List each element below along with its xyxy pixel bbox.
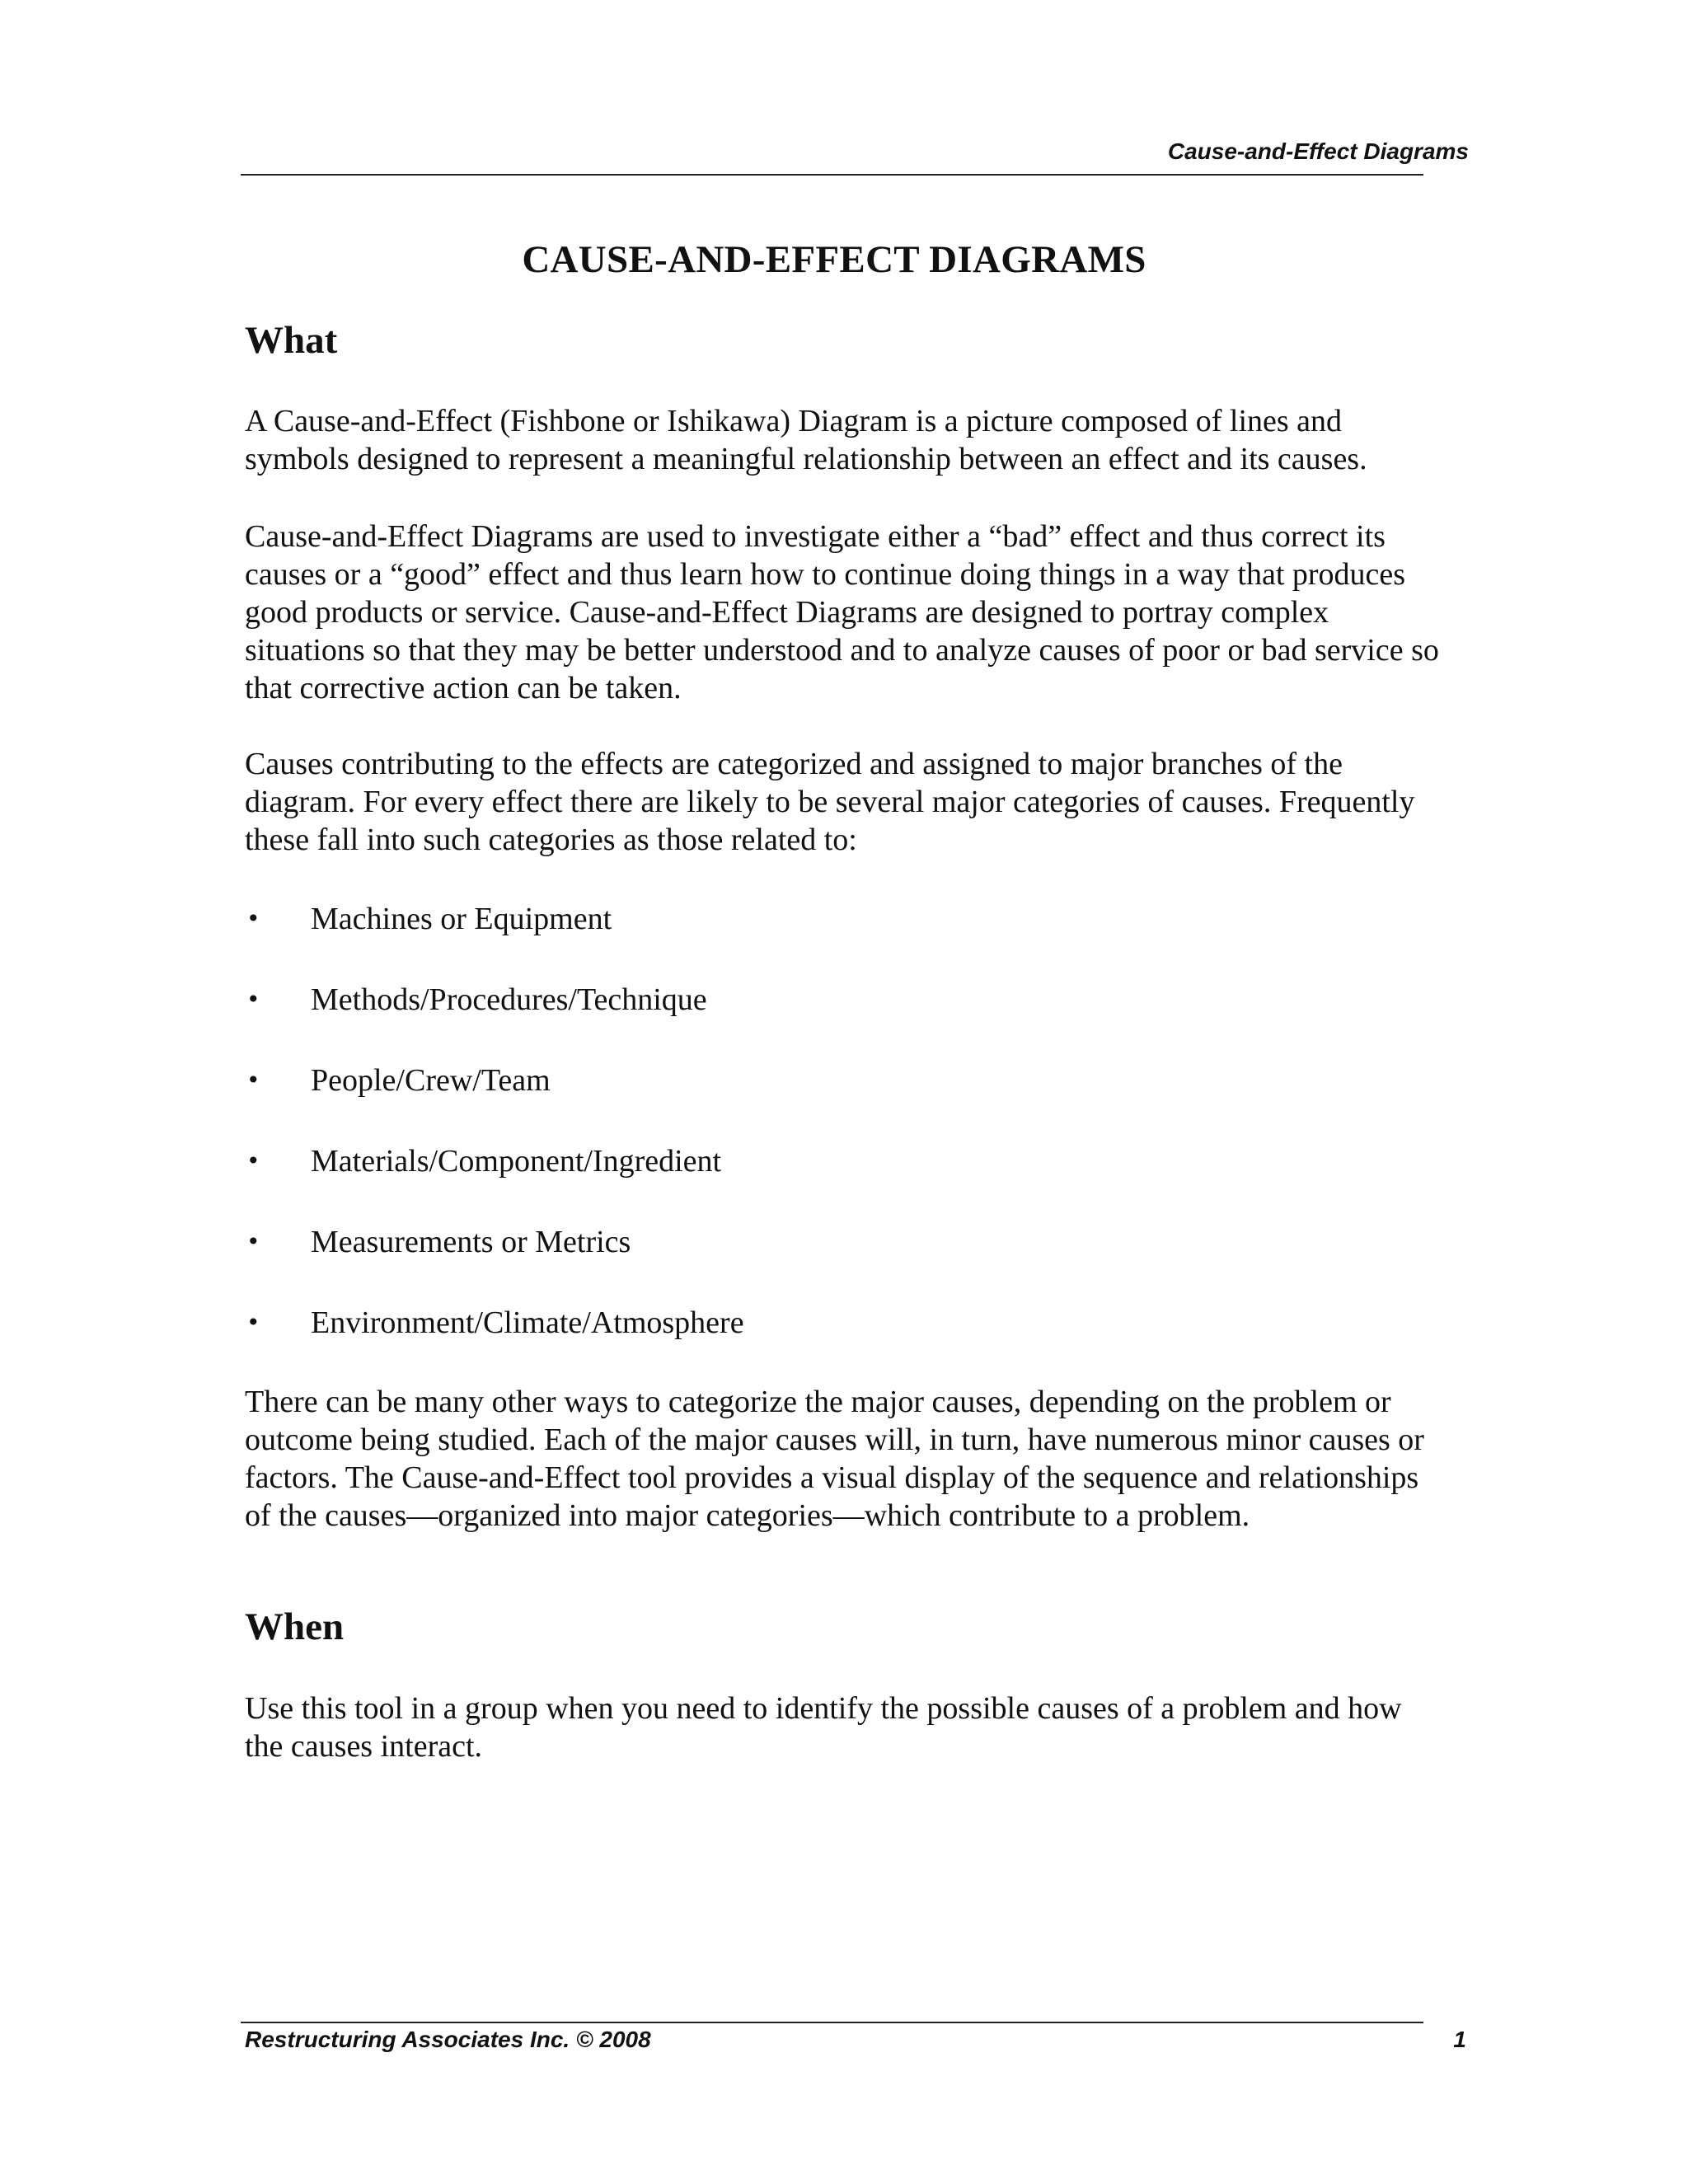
- list-item-text: Machines or Equipment: [311, 902, 612, 936]
- bullet-icon: •: [246, 1309, 260, 1336]
- page-number: 1: [1453, 2027, 1466, 2052]
- list-item: [245, 1223, 1440, 1304]
- running-header: Cause-and-Effect Diagrams: [1167, 138, 1469, 164]
- paragraph-text: Use this tool in a group when you need to identify the possible causes of a problem and how the causes interact.: [245, 1691, 1402, 1764]
- list-item-text: People/Crew/Team: [311, 1063, 551, 1098]
- section-heading-what: What: [245, 319, 338, 362]
- page-footer: [245, 2025, 1466, 2055]
- paragraph-text: A Cause-and-Effect (Fishbone or Ishikawa) Diagram is a picture composed of lines and symbols designed to represent a meaningful relationship between an effect and its causes.: [245, 404, 1367, 476]
- list-item-text: Environment/Climate/Atmosphere: [311, 1305, 744, 1340]
- list-item-text: Materials/Component/Ingredient: [311, 1144, 722, 1179]
- paragraph-other-categories: [245, 1383, 1440, 1535]
- header-rule: [241, 174, 1423, 176]
- category-list: [245, 900, 1440, 1385]
- list-item-text: Methods/Procedures/Technique: [311, 982, 707, 1017]
- list-item: [245, 1062, 1440, 1142]
- paragraph-categories-intro: [245, 745, 1440, 859]
- bullet-icon: •: [246, 1066, 260, 1094]
- list-item: [245, 900, 1440, 981]
- paragraph-when: [245, 1690, 1440, 1765]
- paragraph-text: Causes contributing to the effects are categorized and assigned to major branches of the diagram. For every effect there are likely to be several major categories of causes. Frequently these fall into such categories as those related to:: [245, 747, 1415, 857]
- list-item: [245, 1304, 1440, 1385]
- list-item: [245, 981, 1440, 1062]
- paragraph-definition: [245, 402, 1440, 478]
- footer-rule: [241, 2022, 1423, 2023]
- list-item-text: Measurements or Metrics: [311, 1225, 631, 1259]
- bullet-icon: •: [246, 1228, 260, 1255]
- footer-copyright: Restructuring Associates Inc. © 2008: [245, 2027, 651, 2052]
- list-item: [245, 1142, 1440, 1223]
- paragraph-text: There can be many other ways to categorize the major causes, depending on the problem or outcome being studied. Each of the major causes will, in turn, have numerous minor causes or factors. The Cause-and-Effect tool provides a visual display of the sequence and relationships of the causes—organized into major categories—which contribute to a problem.: [245, 1385, 1424, 1533]
- bullet-icon: •: [246, 905, 260, 932]
- section-heading-when: When: [245, 1605, 345, 1648]
- page-title: CAUSE-AND-EFFECT DIAGRAMS: [522, 238, 1146, 281]
- paragraph-usage: [245, 518, 1440, 707]
- bullet-icon: •: [246, 1147, 260, 1174]
- bullet-icon: •: [246, 986, 260, 1013]
- paragraph-text: Cause-and-Effect Diagrams are used to investigate either a “bad” effect and thus correct its causes or a “good” effect and thus learn how to continue doing things in a way that produces good products or service. Cause-and-Effect Diagrams are designed to portray complex situations so that they may be better understood and to analyze causes of poor or bad service so that corrective action can be taken.: [245, 519, 1439, 705]
